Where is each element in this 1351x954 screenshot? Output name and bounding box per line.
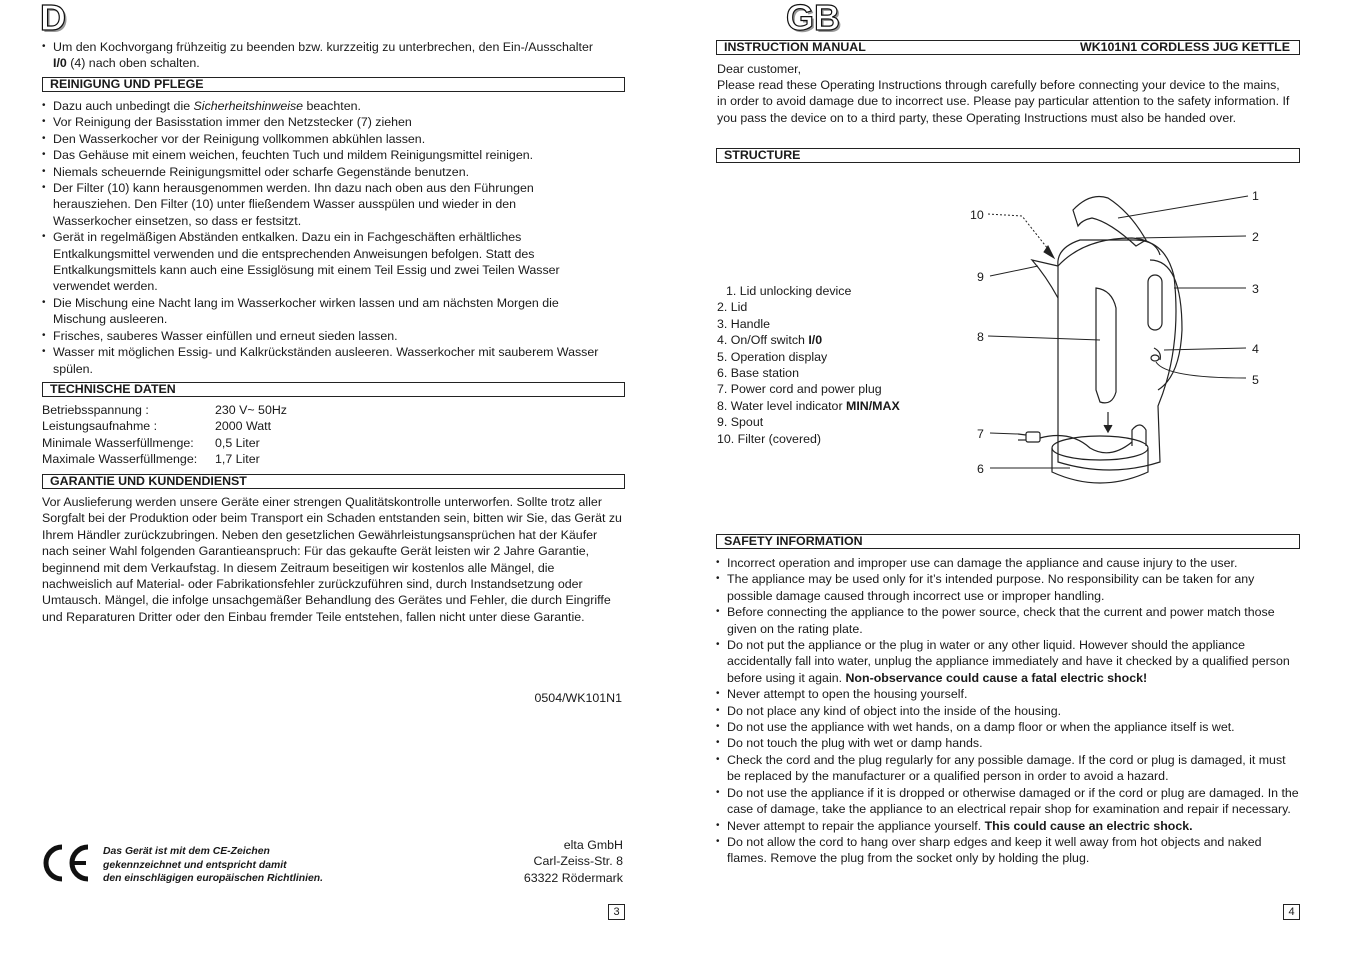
intro-text: Please read these Operating Instructions through carefully before connecting your device to the mains, in order to avoid damage due to incorrect use. Please pay particular attention to the safety information. If you pass the device on to a third party, these Operating Instructions must also be handed over. (717, 78, 1290, 125)
callout-10: 10 (970, 208, 984, 222)
page-number-left: 3 (608, 904, 625, 920)
kettle-diagram (960, 180, 1270, 495)
ce-mark-logo (42, 843, 92, 887)
manual-title-bar (716, 40, 1300, 55)
callout-1: 1 (1252, 189, 1259, 203)
callout-2: 2 (1252, 230, 1259, 244)
list-item: 2. Lid (717, 300, 748, 315)
product-name: WK101N1 CORDLESS JUG KETTLE (1080, 40, 1290, 54)
callout-3: 3 (1252, 282, 1259, 296)
list-item: 7. Power cord and power plug (717, 382, 882, 397)
section-heading-warranty: GARANTIE UND KUNDENDIENST (42, 474, 625, 489)
callout-5: 5 (1252, 373, 1259, 387)
callout-7: 7 (977, 427, 984, 441)
list-item: • Frisches, sauberes Wasser einfüllen und erneut sieden lassen. (42, 328, 612, 344)
tech-data-table (42, 402, 287, 468)
language-label-d: D (40, 0, 66, 38)
callout-9: 9 (977, 270, 984, 284)
list-item: 9. Spout (717, 415, 764, 430)
language-label-gb: GB (786, 0, 840, 38)
list-item: • Do not touch the plug with wet or damp hands. (716, 735, 1300, 751)
callout-leaders (988, 196, 1248, 468)
table-row: Maximale Wasserfüllmenge: 1,7 Liter (42, 452, 260, 467)
list-item: 1. Lid unlocking device (726, 284, 852, 298)
table-row: Leistungsaufnahme : 2000 Watt (42, 419, 272, 434)
table-row: Minimale Wasserfüllmenge: 0,5 Liter (42, 435, 260, 450)
manual-title: INSTRUCTION MANUAL (724, 40, 866, 54)
ce-note: Das Gerät ist mit dem CE-Zeichen gekennzeichnet und entspricht damit den einschlägigen europäischen Richtlinien. (103, 846, 323, 884)
list-item: • Do not use the appliance with wet hands, on a damp floor or when the appliance itself is wet. (716, 719, 1300, 735)
section-heading-structure: STRUCTURE (716, 148, 1300, 163)
list-item: • Check the cord and the plug regularly for any possible damage. If the cord or plug is damaged, it must be replaced by the manufacturer or a qualified person in order to avoid a hazard. (716, 752, 1300, 785)
document-code: 0504/WK101N1 (534, 691, 622, 705)
section-heading-safety: SAFETY INFORMATION (716, 534, 1300, 549)
section-heading-tech: TECHNISCHE DATEN (42, 382, 625, 397)
list-item: • Den Wasserkocher vor der Reinigung vollkommen abkühlen lassen. (42, 131, 612, 147)
list-item: 4. On/Off switch I/0 (717, 333, 823, 348)
cleaning-list (42, 98, 612, 377)
callout-4: 4 (1252, 342, 1259, 356)
list-item: • Vor Reinigung der Basisstation immer den Netzstecker (7) ziehen (42, 114, 612, 130)
callout-6: 6 (977, 462, 984, 476)
ce-mark-icon (42, 843, 92, 883)
list-item: • Das Gehäuse mit einem weichen, feuchten Tuch und mildem Reinigungsmittel reinigen. (42, 147, 612, 163)
intro-bullet-list (42, 39, 627, 72)
list-item: • Der Filter (10) kann herausgenommen werden. Ihn dazu nach oben aus den Führungen herausziehen. Den Filter (10) unter fließendem Wasser ausspülen und wieder in den Wasserkocher einsetzen, so dass er festsitzt. (42, 180, 612, 229)
warranty-text: Vor Auslieferung werden unsere Geräte einer strengen Qualitätskontrolle unterworfen. Sollte trotz aller Sorgfalt bei der Produktion oder beim Transport ein Schaden entstanden sein, bitten wir Sie, das Gerät zu Ihrem Händler zurückzubringen. Neben den gesetzlichen Gewährleistungsansprüchen hat der Käufer nach seiner Wahl folgenden Garantieanspruch: Für das gekaufte Gerät leisten wir 2 Jahre Garantie, beginnend mit dem Verkaufstag. In diesem Zeitraum beseitigen wir kostenlos alle Mängel, die nachweislich auf Material- oder Fabrikationsfehler zurückzuführen sind, durch Instandsetzung oder Umtausch. Mängel, die infolge unsachgemäßer Behandlung des Gerätes und Fehler, die durch Eingriffe und Reparaturen Dritter oder den Einbau fremder Teile entstehen, fallen nicht unter diese Garantie. (42, 495, 622, 624)
list-item: • Never attempt to open the housing yourself. (716, 686, 1300, 702)
list-item: • Wasser mit möglichen Essig- und Kalkrückständen ausleeren. Wasserkocher mit sauberem Wasser spülen. (42, 344, 612, 377)
list-item: • Gerät in regelmäßigen Abständen entkalken. Dazu ein in Fachgeschäften erhältliches Entkalkungsmittel verwenden und die entsprechenden Anweisungen befolgen. Statt des Entkalkungsmittels kann auch eine Essiglösung mit einem Teil Essig und zwei Teilen Wasser verwendet werden. (42, 229, 612, 295)
list-item: • Do not put the appliance or the plug in water or any other liquid. However should the appliance accidentally fall into water, unplug the appliance immediately and have it checked by a qualified person before using it again. Non-observance could cause a fatal electric shock! (716, 637, 1300, 686)
list-item: • Um den Kochvorgang frühzeitig zu beenden bzw. kurzzeitig zu unterbrechen, den Ein-/Ausschalter I/0 (4) nach oben schalten. (42, 39, 627, 72)
list-item: • Do not allow the cord to hang over sharp edges and keep it well away from hot objects and naked flames. Remove the plug from the socket only by holding the plug. (716, 834, 1300, 867)
list-item: 5. Operation display (717, 349, 828, 364)
list-item: 3. Handle (717, 316, 771, 331)
list-item: • The appliance may be used only for it’s intended purpose. No responsibility can be taken for any possible damage caused through incorrect use or improper handling. (716, 571, 1300, 604)
safety-list (716, 555, 1300, 867)
parts-list (717, 283, 900, 447)
list-item: • Do not place any kind of object into the inside of the housing. (716, 703, 1300, 719)
table-row: Betriebsspannung : 230 V~ 50Hz (42, 403, 287, 417)
list-item: 8. Water level indicator MIN/MAX (717, 398, 900, 413)
list-item: • Dazu auch unbedingt die Sicherheitshinweise beachten. (42, 98, 612, 114)
list-item: • Before connecting the appliance to the power source, check that the current and power match those given on the rating plate. (716, 604, 1300, 637)
list-item: • Do not use the appliance if it is dropped or otherwise damaged or if the cord or plug are damaged. In the case of damage, take the appliance to an electrical repair shop for examination and repair if necessary. (716, 785, 1300, 818)
list-item: 6. Base station (717, 366, 799, 381)
greeting: Dear customer, (717, 62, 802, 76)
list-item: • Die Mischung eine Nacht lang im Wasserkocher wirken lassen und am nächsten Morgen die Mischung ausleeren. (42, 295, 612, 328)
company-address: elta GmbH Carl-Zeiss-Str. 8 63322 Rödermark (523, 838, 623, 885)
callout-8: 8 (977, 330, 984, 344)
list-item: • Incorrect operation and improper use can damage the appliance and cause injury to the user. (716, 555, 1300, 571)
list-item: 10. Filter (covered) (717, 431, 821, 446)
section-heading-cleaning: REINIGUNG UND PFLEGE (42, 77, 625, 92)
page-number-right: 4 (1283, 904, 1300, 920)
list-item: • Never attempt to repair the appliance yourself. This could cause an electric shock. (716, 818, 1300, 834)
list-item: • Niemals scheuernde Reinigungsmittel oder scharfe Gegenstände benutzen. (42, 164, 612, 180)
